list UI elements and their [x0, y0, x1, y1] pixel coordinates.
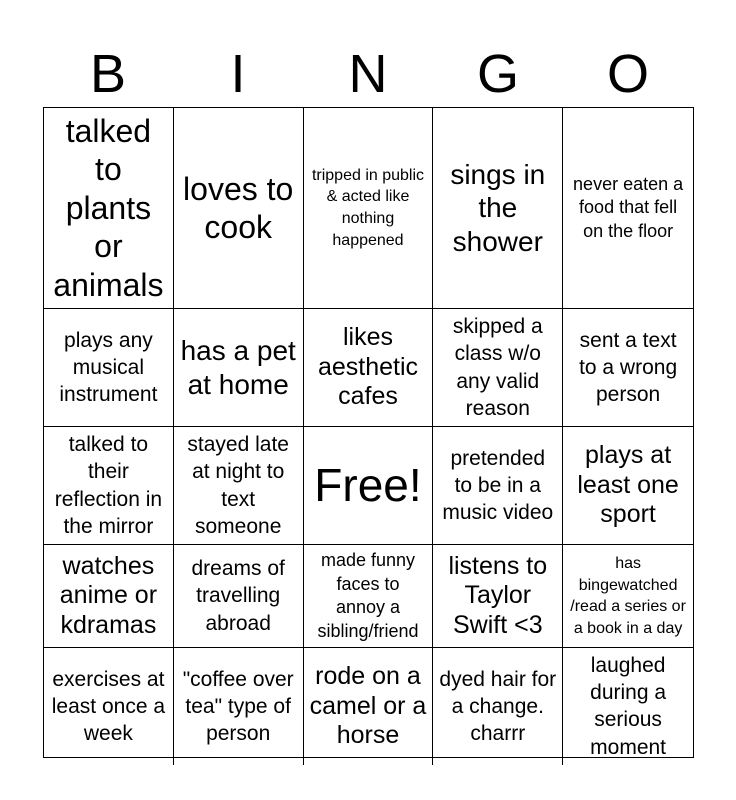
bingo-cell[interactable] — [563, 427, 693, 545]
bingo-cell[interactable] — [174, 648, 304, 765]
cell-text: tripped in public & acted like nothing happened — [311, 166, 425, 249]
bingo-cell[interactable] — [44, 545, 174, 648]
cell-text: has bingewatched /read a series or a book in a day — [570, 554, 686, 637]
cell-text: plays any musical instrument — [59, 328, 158, 407]
bingo-cell[interactable] — [44, 108, 174, 309]
cell-text: never eaten a food that fell on the floor — [573, 173, 684, 241]
cell-text: made funny faces to annoy a sibling/friend — [317, 550, 419, 641]
cell-text: laughed during a serious moment — [590, 653, 667, 759]
bingo-cell[interactable] — [304, 108, 434, 309]
bingo-cell[interactable] — [174, 545, 304, 648]
cell-text: likes aesthetic cafes — [317, 323, 419, 411]
cell-text: has a pet at home — [180, 334, 296, 400]
cell-text: skipped a class w/o any valid reason — [452, 314, 543, 420]
title-letter-i: I — [230, 44, 246, 104]
bingo-cell[interactable] — [174, 309, 304, 427]
cell-text: talked to their reflection in the mirror — [54, 433, 163, 539]
bingo-cell[interactable] — [433, 309, 563, 427]
free-space-label: Free! — [314, 459, 422, 512]
bingo-cell[interactable] — [563, 648, 693, 765]
cell-text: sings in the shower — [450, 158, 546, 257]
cell-text: plays at least one sport — [577, 441, 679, 529]
bingo-cell[interactable] — [563, 545, 693, 648]
cell-text: loves to cook — [183, 170, 294, 245]
bingo-cell[interactable] — [433, 427, 563, 545]
bingo-cell[interactable] — [44, 309, 174, 427]
bingo-cell[interactable] — [433, 108, 563, 309]
cell-text: dreams of travelling abroad — [191, 557, 285, 635]
bingo-cell[interactable] — [433, 648, 563, 765]
free-space-cell[interactable] — [304, 427, 434, 545]
bingo-cell[interactable] — [44, 648, 174, 765]
bingo-cell[interactable] — [44, 427, 174, 545]
title-letter-o: O — [606, 44, 649, 104]
bingo-cell[interactable] — [433, 545, 563, 648]
bingo-cell[interactable] — [304, 545, 434, 648]
cell-text: rode on a camel or a horse — [309, 662, 427, 750]
bingo-board — [43, 107, 694, 758]
cell-text: stayed late at night to text someone — [187, 433, 289, 539]
title-letter-g: G — [476, 44, 519, 104]
title-letter-b: B — [89, 44, 127, 104]
bingo-title — [43, 40, 693, 108]
cell-text: dyed hair for a change. charrr — [439, 667, 557, 746]
bingo-cell[interactable] — [174, 108, 304, 309]
bingo-cell[interactable] — [563, 108, 693, 309]
cell-text: listens to Taylor Swift <3 — [448, 551, 548, 639]
title-letter-n: N — [348, 44, 388, 104]
cell-text: talked to plants or animals — [53, 113, 164, 303]
bingo-cell[interactable] — [304, 648, 434, 765]
bingo-cell[interactable] — [174, 427, 304, 545]
cell-text: exercises at least once a week — [51, 667, 166, 746]
bingo-cell[interactable] — [563, 309, 693, 427]
cell-text: watches anime or kdramas — [59, 551, 158, 639]
bingo-cell[interactable] — [304, 309, 434, 427]
cell-text: pretended to be in a music video — [442, 446, 554, 525]
cell-text: "coffee over tea" type of person — [182, 667, 294, 746]
cell-text: sent a text to a wrong person — [579, 328, 678, 407]
